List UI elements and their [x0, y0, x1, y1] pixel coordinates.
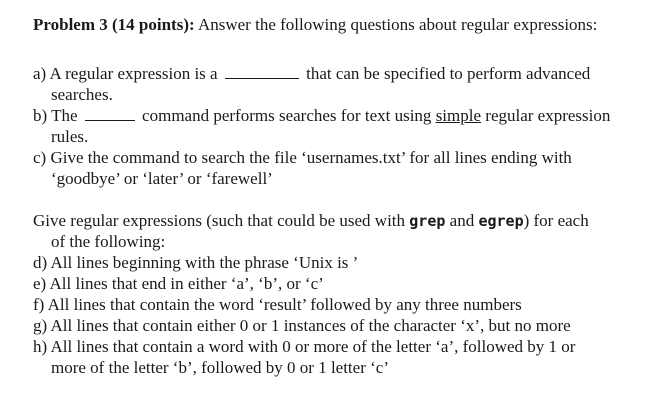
question-c-line1: c) Give the command to search the file ‘usernames.txt’ for all lines ending with — [33, 148, 572, 167]
question-d: d) All lines beginning with the phrase ‘Unix is ’ — [33, 253, 359, 272]
section2-intro — [33, 210, 589, 232]
question-e: e) All lines that end in either ‘a’, ‘b’, or ‘c’ — [33, 274, 324, 293]
question-h-line1: h) All lines that contain a word with 0 or more of the letter ‘a’, followed by 1 or — [33, 337, 576, 356]
section2-intro-b: ) for each — [523, 211, 589, 230]
question-b-continuation: rules. — [51, 127, 89, 146]
grep-code: grep — [409, 212, 446, 230]
question-a-blank — [225, 64, 299, 79]
question-b-prefix: b) The — [33, 106, 78, 125]
question-b-suffix: regular expression — [485, 106, 611, 125]
question-b — [33, 105, 610, 126]
egrep-code: egrep — [478, 212, 524, 230]
question-a-prefix: a) A regular expression is a — [33, 64, 218, 83]
question-a-suffix: that can be specified to perform advanced — [306, 64, 591, 83]
question-c-line2: ‘goodbye’ or ‘later’ or ‘farewell’ — [51, 169, 273, 188]
section2-and: and — [445, 211, 479, 230]
problem-intro: Answer the following questions about regular expressions: — [194, 15, 598, 34]
question-h-line2: more of the letter ‘b’, followed by 0 or 1 letter ‘c’ — [51, 358, 389, 377]
problem-heading: Problem 3 (14 points): — [33, 15, 195, 34]
question-f: f) All lines that contain the word ‘result’ followed by any three numbers — [33, 295, 522, 314]
question-a — [33, 63, 590, 84]
section2-intro-continuation: of the following: — [51, 232, 166, 251]
question-a-continuation: searches. — [51, 85, 113, 104]
question-g: g) All lines that contain either 0 or 1 instances of the character ‘x’, but no more — [33, 316, 571, 335]
question-b-underlined-word: simple — [435, 106, 482, 125]
problem-title — [33, 14, 597, 35]
section2-intro-a: Give regular expressions (such that could be used with — [33, 211, 410, 230]
question-b-mid: command performs searches for text using — [142, 106, 432, 125]
question-b-blank — [85, 106, 135, 121]
